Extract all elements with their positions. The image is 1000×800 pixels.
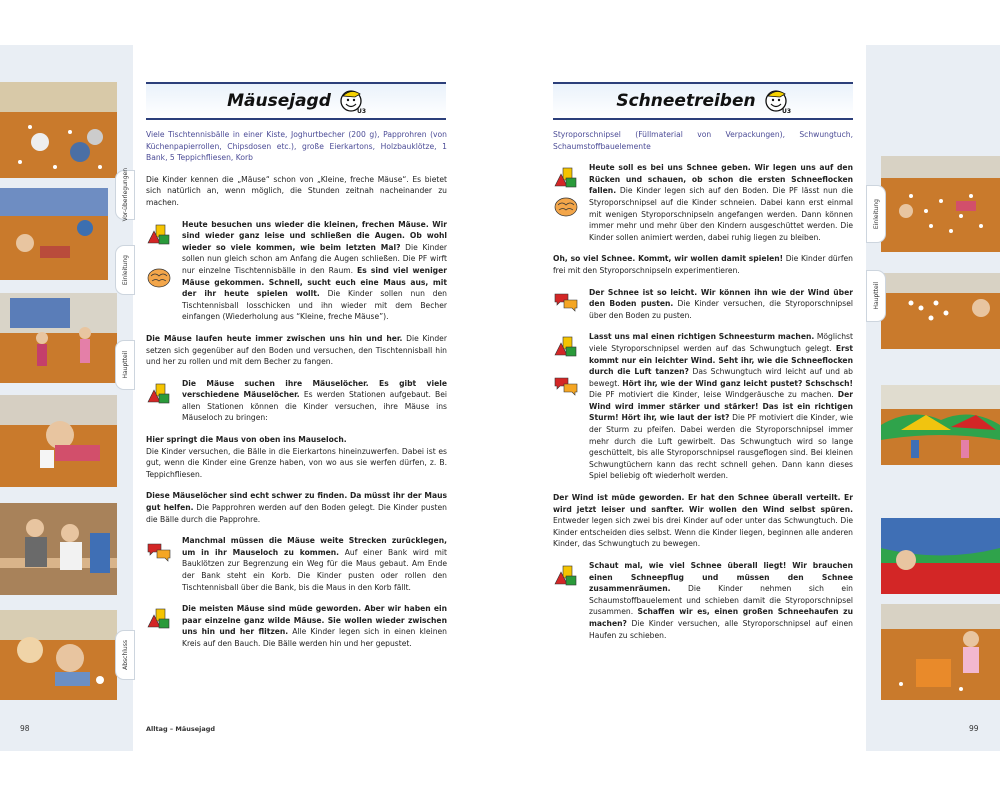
photo-children-balls-floor <box>0 82 117 178</box>
building-blocks-icon <box>146 223 172 245</box>
right-text-column <box>553 129 853 651</box>
photo-parachute <box>881 385 1000 465</box>
paragraph-r5: Der Wind ist müde geworden. Er hat den Schnee überall verteilt. Er wird jetzt leiser und sanfter. Wir wollen den Wind selbst spüren. Entweder legen sich zwei bis drei Kinder auf oder unter das Schwungtuch. Die Kinder entscheiden dies selbst. Wenn die Kinder liegen, beginnen alle anderen Kinder, das Schwungtuch zu bewegen. <box>553 493 853 549</box>
block-r3: Der Schnee ist so leicht. Wir können ihn wie der Wind über den Boden pusten. Die Kinder versuchen, die Styroporschnipsel über den Boden zu pusten. <box>553 287 853 322</box>
page-number-left: 98 <box>20 724 30 733</box>
paragraph-p5: Diese Mäuselöcher sind echt schwer zu finden. Da müsst ihr der Maus gut helfen. Die Papprohren werden auf den Boden gelegt. Die Kinder pusten die Bälle durch die Papprohre. <box>146 491 447 524</box>
left-text-column <box>146 129 447 660</box>
right-photo-sidebar <box>866 45 1000 751</box>
paragraph-p2: Die Mäuse laufen heute immer zwischen uns hin und her. Die Kinder setzen sich gegenüber auf den Boden und versuchen, den Tischtennisball hin und her zu rollen und mit dem Becher zu fangen. <box>146 333 447 367</box>
block-r1: Heute soll es bei uns Schnee geben. Wir legen uns auf den Rücken und schauen, ob schon die ersten Schneeflocken fallen. Die Kinder legen sich auf den Boden. Die PF lässt nun die Styroporschnipsel auf die Kinder schneien. Dabei kann erst einmal mit wenigen Styroporschnipseln angefangen werden. Dann können immer mehr und mehr über den Kindern ausgeschüttet werden. Die Kinder sollen animiert werden, dabei ruhig liegen zu bleiben. <box>553 162 853 243</box>
block-p3: Die Mäuse suchen ihre Mäuselöcher. Es gibt viele verschiedene Mäuselöcher. Es werden Stationen aufgebaut. Bei allen Stationen können die Kinder versuchen, ihre Mäuse ins Mäuseloch zu bringen: <box>146 378 447 424</box>
photo-children-blowing <box>0 610 117 700</box>
page-title-maeusejagd: Mäusejagd <box>227 91 331 111</box>
book-spread <box>0 45 1000 751</box>
svg-text:U3: U3 <box>356 108 366 115</box>
smiley-u3-icon <box>764 88 790 114</box>
speech-bubbles-icon <box>553 375 579 397</box>
tab-vorueberlegungen[interactable]: Vor-überlegungen <box>115 170 135 220</box>
building-blocks-icon <box>553 335 579 357</box>
photo-foam-block <box>881 604 1000 700</box>
running-footer: Alltag – Mäusejagd <box>146 725 216 733</box>
tab-abschluss[interactable]: Abschluss <box>115 630 135 680</box>
block-p6: Manchmal müssen die Mäuse weite Strecken zurücklegen, um in ihr Mauseloch zu kommen. Auf einer Bank wird mit Bauklötzen zur Begrenzung ein Weg für die Maus gebaut. Am Ende der Bank steht ein Korb. Die Kinder pusten oder rollen den Tischtennisball über die Bank, bis die Maus in den Korb fällt. <box>146 535 447 593</box>
photo-snow-floor <box>881 156 1000 252</box>
paragraph-r2: Oh, so viel Schnee. Kommt, wir wollen damit spielen! Die Kinder dürfen frei mit den Styroporschnipseln experimentieren. <box>553 254 853 275</box>
photo-snow-blowing <box>881 273 1000 349</box>
materials-list: Styroporschnipsel (Füllmaterial von Verpackungen), Schwungtuch, Schaumstoffbauelemente <box>553 130 853 151</box>
speech-bubbles-icon <box>146 541 172 563</box>
smiley-u3-icon <box>339 88 365 114</box>
building-blocks-icon <box>553 166 579 188</box>
block-r4: Lasst uns mal einen richtigen Schneesturm machen. Möglichst viele Styroporschnipsel werden auf das Schwungtuch gelegt. Erst kommt nur ein leichter Wind. Seht ihr, wie die Schneeflocken durch die Luft tanzen? Das Schwungtuch wird leicht auf und ab bewegt. Hört ihr, wie der Wind ganz leicht pustet? Schschsch! Die PF motiviert die Kinder, leise Windgeräusche zu machen. Der Wind wird immer stärker und stärker! Das ist ein richtigen Sturm! Hört ihr, wie laut der ist? Die PF motiviert die Kinder, wie der Sturm zu pfeifen. Dabei werden die Styroporschnipsel immer mehr durch die Luft gewirbelt. Das Schwungtuch wird so lange geschüttelt, bis alle Styroporschnipsel rausgeflogen sind. Bei kleinen Schwungtüchern kann das recht schnell gehen. Dann kann dieses Spiel beliebig oft wiederholt werden. <box>553 331 853 482</box>
page-number-right: 99 <box>969 724 979 733</box>
block-r6: Schaut mal, wie viel Schnee überall liegt! Wir brauchen einen Schneepflug und müssen den Schnee zusammenräumen. Die Kinder nehmen sich ein Schaumstoffbauelement und schieben damit die Styroporschnipsel zusammen. Schaffen wir es, einen großen Schneehaufen zu machen? Die Kinder versuchen, alle Styroporschnipsel auf einen Haufen zu schieben. <box>553 560 853 641</box>
photo-children-bench <box>0 503 117 595</box>
photo-children-gym <box>0 293 117 383</box>
tab-einleitung-right[interactable]: Einleitung <box>866 185 886 243</box>
svg-text:U3: U3 <box>781 108 791 115</box>
tab-einleitung[interactable]: Einleitung <box>115 245 135 295</box>
left-title-bar <box>146 82 446 120</box>
page-title-schneetreiben: Schneetreiben <box>616 91 756 111</box>
photo-child-cup <box>0 395 117 487</box>
tab-hauptteil-right[interactable]: Hauptteil <box>866 270 886 322</box>
intro-text: Die Kinder kennen die „Mäuse“ schon von „Kleine, freche Mäuse“. Es bietet sich natürlich an, wenn möglich, die Stunden zeitnah nacheinander zu machen. <box>146 174 447 207</box>
building-blocks-icon <box>146 382 172 404</box>
materials-list: Viele Tischtennisbälle in einer Kiste, Joghurtbecher (200 g), Papprohren (von Küchenpapierrollen, Chipsdosen etc.), große Eierkartons, Holzbauklötze, 1 Bank, 5 Teppichfliesen, Korb <box>146 130 447 163</box>
left-photo-sidebar <box>0 45 133 751</box>
building-blocks-icon <box>553 564 579 586</box>
photo-children-lying <box>0 188 108 280</box>
paragraph-p4: Hier springt die Maus von oben ins Mauseloch. Die Kinder versuchen, die Bälle in die Eierkartons hineinzuwerfen. Dabei ist es gut, wenn die Kinder eine Grenze haben, von wo aus sie werfen dürfen, z. B. Teppichfliesen. <box>146 435 447 479</box>
photo-child-under-parachute <box>881 518 1000 594</box>
block-p7: Die meisten Mäuse sind müde geworden. Aber wir haben ein paar einzelne ganz wilde Mäuse. Sie wollen wieder zwischen uns hin und her flitzen. Alle Kinder legen sich in einen kleinen Kreis auf den Bauch. Die Bälle werden hin und her gepustet. <box>146 603 447 649</box>
brain-icon <box>553 196 579 218</box>
right-title-bar <box>553 82 853 120</box>
brain-icon <box>146 267 172 289</box>
tab-hauptteil[interactable]: Hauptteil <box>115 340 135 390</box>
speech-bubbles-icon <box>553 291 579 313</box>
building-blocks-icon <box>146 607 172 629</box>
block-p1: Heute besuchen uns wieder die kleinen, frechen Mäuse. Wir sind wieder ganz leise und schließen die Augen. Ob wohl wieder so viele kommen, wie beim letzten Mal? Die Kinder sollen nun gleich schon am Anfang die Augen schließen. Die PF wirft nur einzelne Tischtennisbälle in den Raum. Es sind viel weniger Mäuse gekommen. Schnell, sucht euch eine Maus aus, mit der ihr heute spielen wollt. Die Kinder sollen nun den Tischtennisball losschicken und ihn wieder mit dem Becher einfangen (Wiederholung aus “Kleine, freche Mäuse”). <box>146 219 447 323</box>
